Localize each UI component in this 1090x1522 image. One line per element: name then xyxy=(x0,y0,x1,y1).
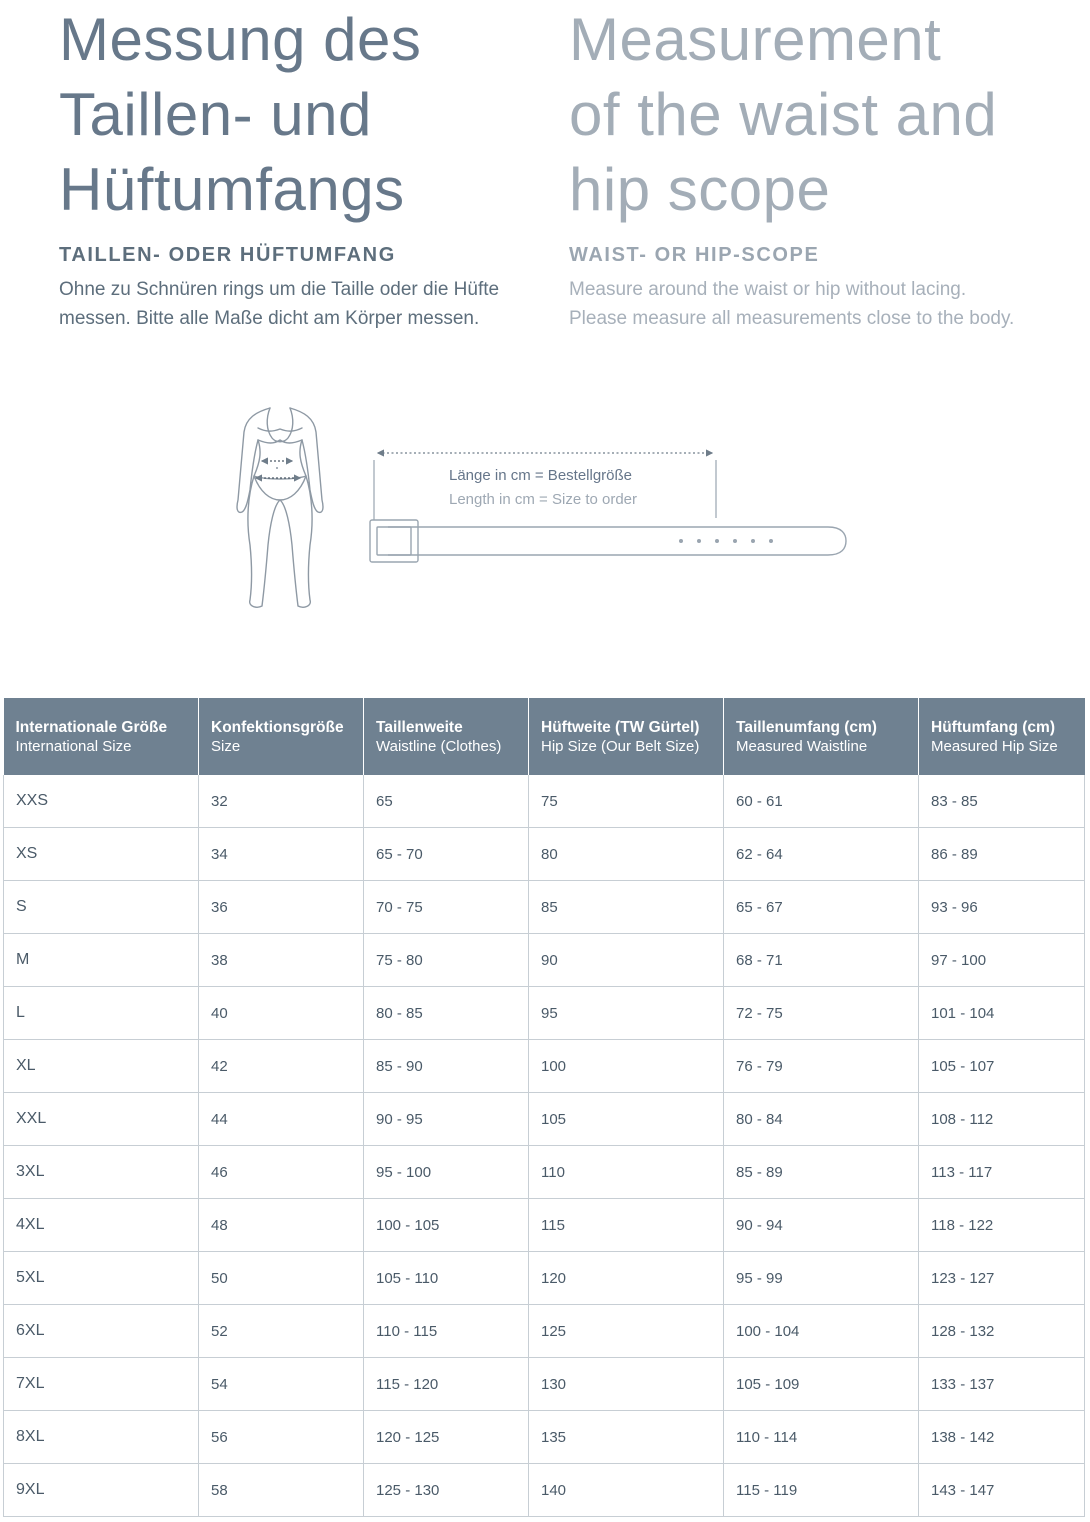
table-cell-measured-waistline: 65 - 67 xyxy=(724,881,919,934)
table-cell-waistline: 105 - 110 xyxy=(364,1252,529,1305)
german-title xyxy=(59,0,539,227)
column-header-english: International Size xyxy=(15,737,132,755)
table-cell-international-size: 6XL xyxy=(4,1305,199,1358)
table-cell-measured-waistline: 95 - 99 xyxy=(724,1252,919,1305)
german-instructions-line: Ohne zu Schnüren rings um die Taille oder die Hüfte xyxy=(59,279,500,300)
table-cell-waistline: 120 - 125 xyxy=(364,1411,529,1464)
table-row xyxy=(4,987,1085,1040)
belt-length-label-english: Length in cm = Size to order xyxy=(449,491,638,508)
table-cell-measured-hip-size: 86 - 89 xyxy=(919,828,1085,881)
table-cell-international-size: 9XL xyxy=(4,1464,199,1517)
table-cell-international-size: 4XL xyxy=(4,1199,199,1252)
table-cell-measured-waistline: 105 - 109 xyxy=(724,1358,919,1411)
table-cell-waistline: 80 - 85 xyxy=(364,987,529,1040)
table-cell-measured-waistline: 60 - 61 xyxy=(724,775,919,828)
english-instructions-line: Measure around the waist or hip without lacing. xyxy=(569,279,967,300)
column-header-german: Taillenweite xyxy=(376,718,463,736)
english-title-line: hip scope xyxy=(569,156,831,223)
table-cell-measured-waistline: 100 - 104 xyxy=(724,1305,919,1358)
size-chart-table xyxy=(3,698,1085,1517)
table-row xyxy=(4,881,1085,934)
table-cell-measured-waistline: 68 - 71 xyxy=(724,934,919,987)
table-cell-measured-hip-size: 123 - 127 xyxy=(919,1252,1085,1305)
table-cell-international-size: 7XL xyxy=(4,1358,199,1411)
german-title-line: Hüftumfangs xyxy=(59,156,405,223)
table-cell-measured-hip-size: 143 - 147 xyxy=(919,1464,1085,1517)
table-cell-waistline: 110 - 115 xyxy=(364,1305,529,1358)
table-cell-international-size: XL xyxy=(4,1040,199,1093)
english-subtitle: WAIST- OR HIP-SCOPE xyxy=(569,244,820,266)
table-cell-measured-hip-size: 113 - 117 xyxy=(919,1146,1085,1199)
column-header-size xyxy=(199,698,364,775)
table-cell-international-size: M xyxy=(4,934,199,987)
table-row xyxy=(4,1252,1085,1305)
table-row xyxy=(4,1358,1085,1411)
english-column xyxy=(569,0,1069,329)
table-row xyxy=(4,1199,1085,1252)
table-cell-international-size: XS xyxy=(4,828,199,881)
table-cell-measured-hip-size: 108 - 112 xyxy=(919,1093,1085,1146)
table-cell-measured-hip-size: 93 - 96 xyxy=(919,881,1085,934)
table-cell-size: 34 xyxy=(199,828,364,881)
table-cell-size: 38 xyxy=(199,934,364,987)
table-row xyxy=(4,1411,1085,1464)
column-header-german: Internationale Größe xyxy=(15,718,168,736)
table-cell-waistline: 90 - 95 xyxy=(364,1093,529,1146)
column-header-german: Hüftweite (TW Gürtel) xyxy=(541,718,700,736)
table-cell-waistline: 65 xyxy=(364,775,529,828)
column-header-english: Measured Hip Size xyxy=(931,737,1058,755)
column-header-measured-waistline xyxy=(724,698,919,775)
table-row xyxy=(4,1146,1085,1199)
table-cell-measured-hip-size: 118 - 122 xyxy=(919,1199,1085,1252)
table-cell-hip-size: 125 xyxy=(529,1305,724,1358)
table-cell-measured-hip-size: 101 - 104 xyxy=(919,987,1085,1040)
table-cell-hip-size: 115 xyxy=(529,1199,724,1252)
table-cell-waistline: 65 - 70 xyxy=(364,828,529,881)
column-header-waistline xyxy=(364,698,529,775)
table-cell-measured-hip-size: 133 - 137 xyxy=(919,1358,1085,1411)
table-cell-measured-hip-size: 105 - 107 xyxy=(919,1040,1085,1093)
german-title-line: Taillen- und xyxy=(59,81,372,148)
table-row xyxy=(4,775,1085,828)
table-cell-measured-hip-size: 83 - 85 xyxy=(919,775,1085,828)
belt-icon xyxy=(370,520,846,562)
column-header-measured-hip-size xyxy=(919,698,1085,775)
table-cell-measured-waistline: 80 - 84 xyxy=(724,1093,919,1146)
german-instructions-line: messen. Bitte alle Maße dicht am Körper messen. xyxy=(59,308,480,329)
belt-length-label-german: Länge in cm = Bestellgröße xyxy=(449,467,633,484)
table-cell-measured-hip-size: 97 - 100 xyxy=(919,934,1085,987)
belt-length-dimension xyxy=(374,453,716,520)
table-cell-size: 54 xyxy=(199,1358,364,1411)
table-row xyxy=(4,1093,1085,1146)
table-cell-waistline: 100 - 105 xyxy=(364,1199,529,1252)
table-cell-size: 32 xyxy=(199,775,364,828)
table-cell-measured-waistline: 90 - 94 xyxy=(724,1199,919,1252)
column-header-english: Waistline (Clothes) xyxy=(376,737,502,755)
table-cell-size: 42 xyxy=(199,1040,364,1093)
german-title-line: Messung des xyxy=(59,6,422,73)
table-cell-waistline: 75 - 80 xyxy=(364,934,529,987)
table-cell-measured-waistline: 72 - 75 xyxy=(724,987,919,1040)
table-cell-waistline: 125 - 130 xyxy=(364,1464,529,1517)
table-cell-hip-size: 140 xyxy=(529,1464,724,1517)
table-row xyxy=(4,1305,1085,1358)
table-cell-size: 36 xyxy=(199,881,364,934)
table-cell-international-size: 3XL xyxy=(4,1146,199,1199)
german-column xyxy=(59,0,539,329)
table-cell-hip-size: 75 xyxy=(529,775,724,828)
table-cell-size: 48 xyxy=(199,1199,364,1252)
column-header-german: Hüftumfang (cm) xyxy=(931,718,1055,736)
table-cell-hip-size: 120 xyxy=(529,1252,724,1305)
table-cell-measured-waistline: 76 - 79 xyxy=(724,1040,919,1093)
table-cell-size: 56 xyxy=(199,1411,364,1464)
table-cell-hip-size: 100 xyxy=(529,1040,724,1093)
table-cell-international-size: 5XL xyxy=(4,1252,199,1305)
column-header-english: Measured Waistline xyxy=(736,737,868,755)
table-cell-measured-waistline: 85 - 89 xyxy=(724,1146,919,1199)
column-header-english: Size xyxy=(211,737,241,755)
column-header-international-size xyxy=(4,698,199,775)
column-header-english: Hip Size (Our Belt Size) xyxy=(541,737,700,755)
table-cell-measured-hip-size: 138 - 142 xyxy=(919,1411,1085,1464)
german-instructions xyxy=(59,275,499,333)
table-cell-waistline: 85 - 90 xyxy=(364,1040,529,1093)
table-cell-hip-size: 80 xyxy=(529,828,724,881)
table-cell-hip-size: 85 xyxy=(529,881,724,934)
table-cell-waistline: 70 - 75 xyxy=(364,881,529,934)
table-cell-hip-size: 90 xyxy=(529,934,724,987)
table-cell-waistline: 115 - 120 xyxy=(364,1358,529,1411)
english-title-line: of the waist and xyxy=(569,81,998,148)
english-instructions-line: Please measure all measurements close to the body. xyxy=(569,308,1015,329)
table-cell-size: 58 xyxy=(199,1464,364,1517)
body-silhouette-icon xyxy=(237,408,323,607)
table-cell-measured-waistline: 62 - 64 xyxy=(724,828,919,881)
table-cell-hip-size: 105 xyxy=(529,1093,724,1146)
table-body xyxy=(4,775,1085,1517)
table-row xyxy=(4,1464,1085,1517)
english-title-line: Measurement xyxy=(569,6,942,73)
table-cell-international-size: XXS xyxy=(4,775,199,828)
table-cell-hip-size: 110 xyxy=(529,1146,724,1199)
table-cell-size: 50 xyxy=(199,1252,364,1305)
column-header-german: Taillenumfang (cm) xyxy=(736,718,877,736)
table-cell-measured-hip-size: 128 - 132 xyxy=(919,1305,1085,1358)
column-header-hip-size xyxy=(529,698,724,775)
table-cell-international-size: 8XL xyxy=(4,1411,199,1464)
table-cell-size: 46 xyxy=(199,1146,364,1199)
table-cell-hip-size: 95 xyxy=(529,987,724,1040)
table-cell-hip-size: 130 xyxy=(529,1358,724,1411)
table-row xyxy=(4,828,1085,881)
table-cell-waistline: 95 - 100 xyxy=(364,1146,529,1199)
table-cell-size: 52 xyxy=(199,1305,364,1358)
table-header-row xyxy=(4,698,1085,775)
table-cell-measured-waistline: 110 - 114 xyxy=(724,1411,919,1464)
english-title xyxy=(569,0,1069,227)
table-cell-international-size: S xyxy=(4,881,199,934)
table-cell-hip-size: 135 xyxy=(529,1411,724,1464)
table-cell-measured-waistline: 115 - 119 xyxy=(724,1464,919,1517)
waist-hip-measure-lines xyxy=(256,461,300,478)
table-cell-international-size: L xyxy=(4,987,199,1040)
table-cell-international-size: XXL xyxy=(4,1093,199,1146)
table-row xyxy=(4,1040,1085,1093)
english-instructions xyxy=(569,275,1014,333)
table-cell-size: 44 xyxy=(199,1093,364,1146)
table-cell-size: 40 xyxy=(199,987,364,1040)
column-header-german: Konfektionsgröße xyxy=(211,718,344,736)
german-subtitle: TAILLEN- ODER HÜFTUMFANG xyxy=(59,244,396,266)
table-row xyxy=(4,934,1085,987)
